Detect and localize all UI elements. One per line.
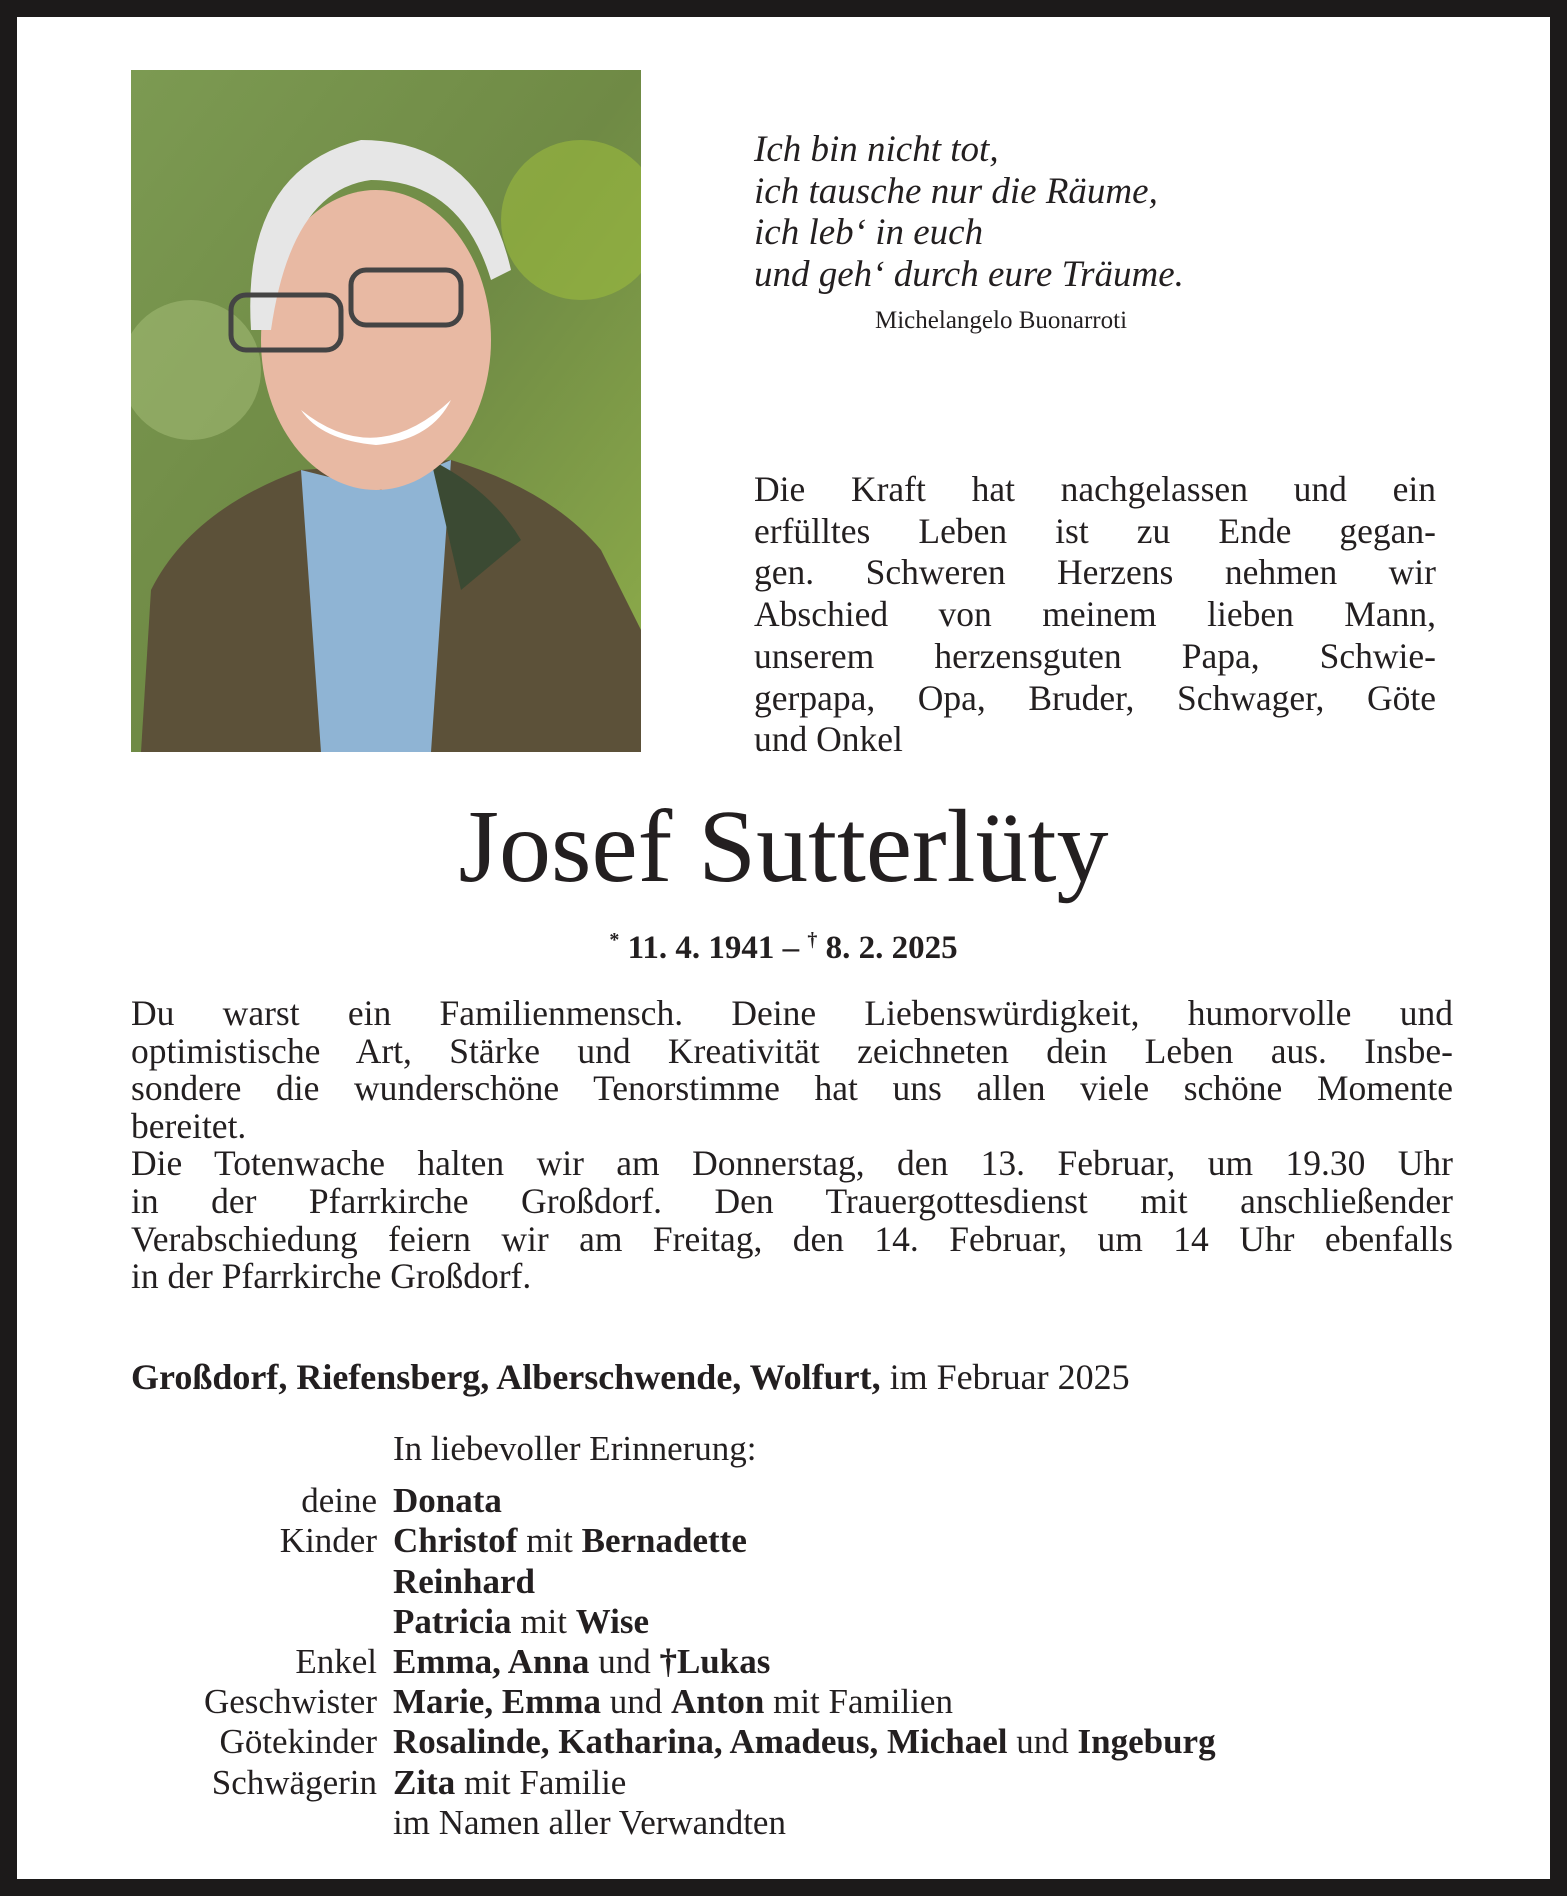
mourner-name: Ingeburg xyxy=(1077,1722,1216,1762)
deceased-name: Josef Sutterlüty xyxy=(458,789,1109,904)
mourner-row xyxy=(131,1642,1216,1682)
birth-symbol: * xyxy=(609,929,620,951)
intro-line: Die Kraft hat nachgelassen und ein xyxy=(754,469,1436,509)
mourner-name: Anton xyxy=(670,1682,765,1722)
mourner-names xyxy=(393,1722,1216,1762)
mourner-name: Patricia xyxy=(393,1601,512,1641)
relation-label xyxy=(131,1562,393,1602)
mourner-name: Zita xyxy=(393,1762,456,1802)
relation-label: Geschwister xyxy=(203,1682,377,1722)
intro-line: gerpapa, Opa, Bruder, Schwager, Göte xyxy=(754,677,1436,718)
paragraph-line: Du warst ein Familienmensch. Deine Liebenswürdigkeit, humorvolle und xyxy=(131,993,1453,1033)
mourner-name: Christof xyxy=(393,1521,518,1561)
mourner-name: †Lukas xyxy=(659,1642,771,1682)
birth-date: 11. 4. 1941 xyxy=(627,930,775,966)
mourners-list xyxy=(131,1429,1216,1843)
connector-text: und xyxy=(589,1642,660,1682)
mourner-row xyxy=(131,1602,1216,1642)
relation-label: Kinder xyxy=(279,1521,377,1561)
connector-text: im Namen aller Verwandten xyxy=(393,1802,786,1842)
paragraph-line: Die Totenwache halten wir am Donnerstag, den 13. Februar, um 19.30 Uhr xyxy=(131,1143,1453,1184)
mourner-names xyxy=(393,1481,502,1521)
main-paragraph xyxy=(131,995,1453,1296)
date-separator: – xyxy=(774,930,808,966)
mourner-row xyxy=(131,1722,1216,1762)
paragraph-line: Verabschiedung feiern wir am Freitag, den 14. Februar, um 14 Uhr ebenfalls xyxy=(131,1218,1453,1259)
death-date: 8. 2. 2025 xyxy=(825,930,958,966)
mourner-row xyxy=(131,1521,1216,1561)
intro-line: Abschied von meinem lieben Mann, xyxy=(754,594,1436,635)
intro-line: gen. Schweren Herzens nehmen wir xyxy=(754,552,1436,593)
mourner-names xyxy=(393,1642,770,1682)
places: Großdorf, Riefensberg, Alberschwende, Wolfurt, xyxy=(131,1357,881,1397)
mourner-names xyxy=(393,1682,953,1722)
portrait-photo xyxy=(131,70,641,752)
quote-author: Michelangelo Buonarroti xyxy=(875,307,1128,334)
mourner-name: Donata xyxy=(393,1481,502,1521)
relation-label: Enkel xyxy=(295,1642,377,1682)
quote xyxy=(754,129,1184,295)
paragraph-line: sondere die wunderschöne Tenorstimme hat uns allen viele schöne Momente xyxy=(131,1068,1453,1109)
intro-text xyxy=(754,469,1436,761)
relation-label xyxy=(131,1803,393,1843)
mourner-name: Marie, Emma xyxy=(393,1682,601,1722)
relation-label: deine xyxy=(301,1481,377,1521)
mourner-row xyxy=(131,1763,1216,1803)
mourner-row xyxy=(131,1803,1216,1843)
mourner-name: Wise xyxy=(575,1601,649,1641)
date-month: im Februar 2025 xyxy=(880,1357,1130,1397)
relation-label: Schwägerin xyxy=(211,1762,377,1802)
life-dates xyxy=(17,929,1550,967)
memory-heading: In liebevoller Erinnerung: xyxy=(393,1429,757,1468)
connector-text: und xyxy=(600,1682,671,1722)
mourner-name: Bernadette xyxy=(581,1521,747,1561)
mourner-row xyxy=(131,1682,1216,1722)
paragraph-line: in der Pfarrkirche Großdorf. xyxy=(131,1256,532,1297)
quote-line: ich leb‘ in euch xyxy=(754,212,984,253)
paragraph-line: bereitet. xyxy=(131,1105,247,1146)
mourner-names xyxy=(393,1521,747,1561)
places-line xyxy=(131,1356,1130,1398)
mourner-name: Rosalinde, Katharina, Amadeus, Michael xyxy=(393,1722,1008,1762)
mourner-names xyxy=(393,1803,786,1843)
connector-text: mit Familie xyxy=(455,1762,627,1802)
connector-text: mit xyxy=(517,1521,582,1561)
mourner-names xyxy=(393,1602,649,1642)
quote-line: ich tausche nur die Räume, xyxy=(754,170,1158,212)
connector-text: mit xyxy=(511,1601,576,1641)
mourner-names xyxy=(393,1562,535,1602)
mourner-row xyxy=(131,1562,1216,1602)
mourner-names xyxy=(393,1763,626,1803)
death-symbol: † xyxy=(807,929,818,951)
obituary-page xyxy=(17,17,1550,1879)
intro-line: erfülltes Leben ist zu Ende gegan- xyxy=(754,510,1436,551)
quote-line: und geh‘ durch eure Träume. xyxy=(754,253,1184,295)
connector-text: und xyxy=(1007,1722,1078,1762)
mourner-name: Reinhard xyxy=(393,1561,535,1601)
mourner-name: Emma, Anna xyxy=(393,1642,590,1682)
relation-label: Götekinder xyxy=(219,1722,377,1762)
intro-line: unserem herzensguten Papa, Schwie- xyxy=(754,635,1436,676)
paragraph-line: optimistische Art, Stärke und Kreativität zeichneten dein Leben aus. Insbe- xyxy=(131,1030,1453,1071)
paragraph-line: in der Pfarrkirche Großdorf. Den Trauergottesdienst mit anschließender xyxy=(131,1180,1453,1221)
quote-line: Ich bin nicht tot, xyxy=(754,129,999,170)
intro-line: und Onkel xyxy=(754,719,903,760)
relation-label xyxy=(131,1602,393,1642)
connector-text: mit Familien xyxy=(764,1682,953,1722)
mourner-row xyxy=(131,1481,1216,1521)
